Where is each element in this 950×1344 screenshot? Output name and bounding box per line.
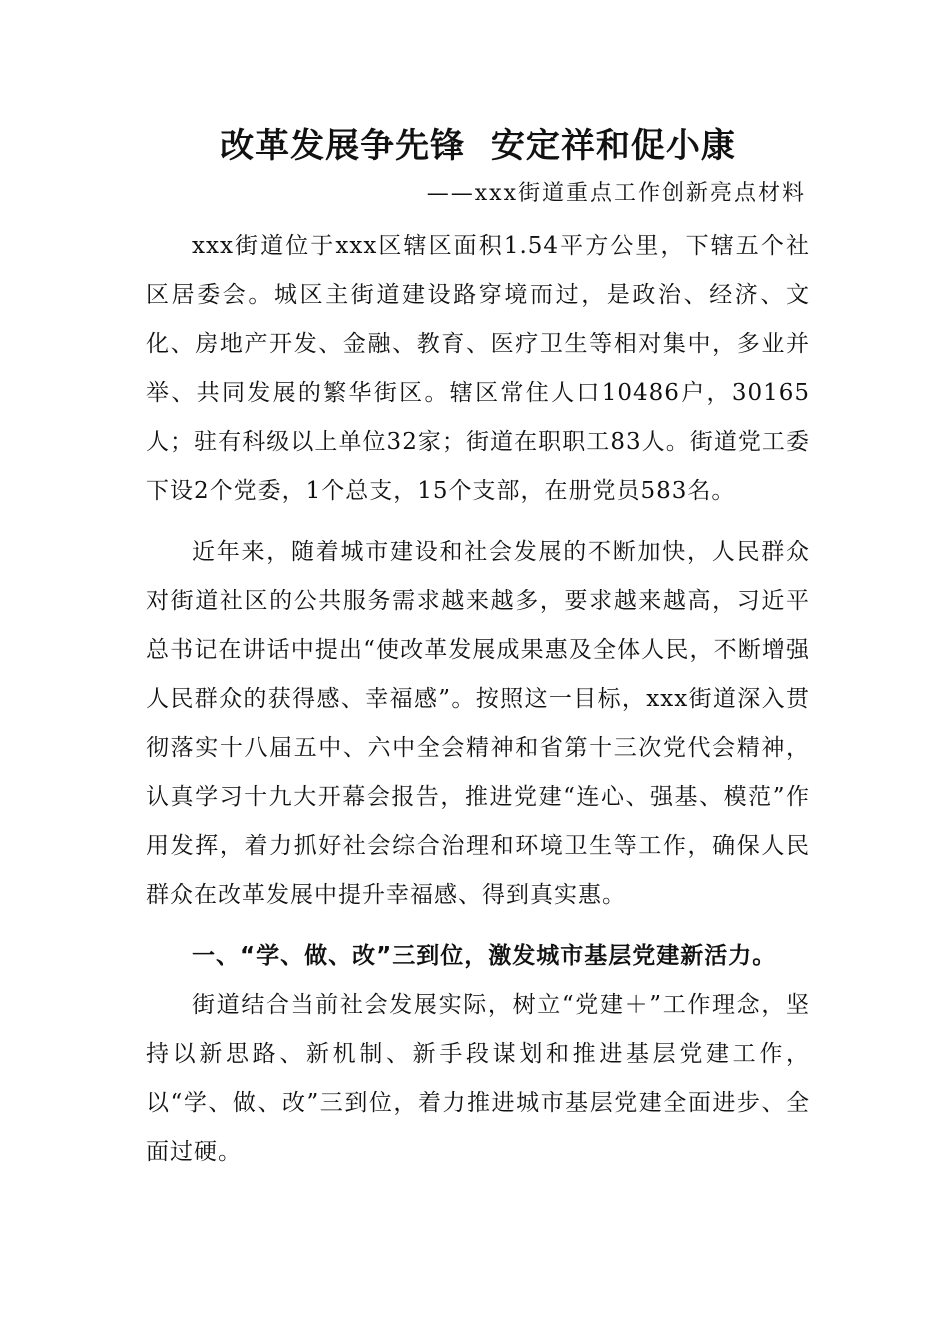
background-paragraph: 近年来，随着城市建设和社会发展的不断加快，人民群众对街道社区的公共服务需求越来越多，要求越来越高，习近平总书记在讲话中提出“使改革发展成果惠及全体人民，不断增强人民群众的获得感、幸福感”。按照这一目标，xxx街道深入贯彻落实十八届五中、六中全会精神和省第十三次党代会精神，认真学习十九大开幕会报告，推进党建“连心、强基、模范”作用发挥，着力抓好社会综合治理和环境卫生等工作，确保人民群众在改革发展中提升幸福感、得到真实惠。 xyxy=(146,539,810,908)
document-title: 改革发展争先锋 安定祥和促小康 xyxy=(220,126,736,166)
section-heading: 一、“学、做、改”三到位，激发城市基层党建新活力。 xyxy=(192,943,777,969)
section-paragraph: 街道结合当前社会发展实际，树立“党建＋”工作理念，坚持以新思路、新机制、新手段谋划和推进基层党建工作，以“学、做、改”三到位，着力推进城市基层党建全面进步、全面过硬。 xyxy=(146,992,810,1165)
document-subtitle: ——xxx街道重点工作创新亮点材料 xyxy=(426,181,806,206)
intro-paragraph: xxx街道位于xxx区辖区面积1.54平方公里，下辖五个社区居委会。城区主街道建设路穿境而过，是政治、经济、文化、房地产开发、金融、教育、医疗卫生等相对集中，多业并举、共同发展的繁华街区。辖区常住人口10486户，30165人；驻有科级以上单位32家；街道在职职工83人。街道党工委下设2个党委，1个总支，15个支部，在册党员583名。 xyxy=(146,233,810,504)
document-body xyxy=(146,118,810,1177)
